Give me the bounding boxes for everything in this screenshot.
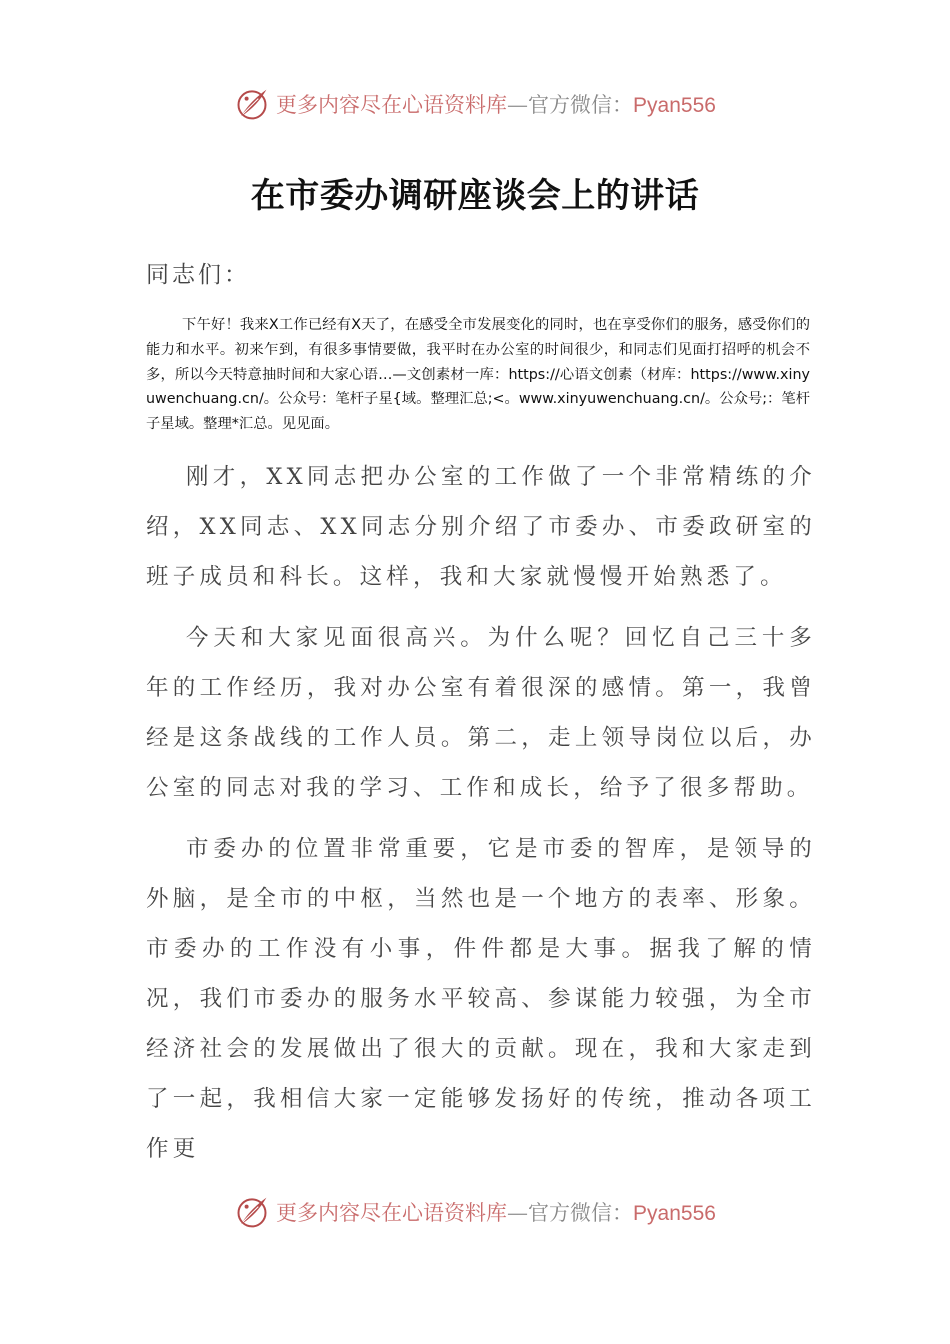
watermark-separator: — — [507, 1201, 529, 1225]
watermark-brand-text: 更多内容尽在心语资料库 — [276, 1201, 508, 1225]
footer-watermark — [0, 1192, 950, 1232]
watermark-separator: — — [507, 93, 529, 117]
greeting: 同志们： — [146, 262, 250, 288]
watermark-content — [234, 86, 716, 122]
body-paragraph-2: 今天和大家见面很高兴。为什么呢？回忆自己三十多年的工作经历，我对办公室有着很深的感情。第一，我曾经是这条战线的工作人员。第二，走上领导岗位以后，办公室的同志对我的学习、工作和成长，给予了很多帮助。 — [146, 625, 816, 801]
watermark-content — [234, 1194, 716, 1230]
quill-pen-logo-icon — [234, 1194, 270, 1230]
watermark-official-label: 官方微信： — [528, 1201, 634, 1225]
document-title: 在市委办调研座谈会上的讲话 — [250, 176, 700, 216]
watermark-official-label: 官方微信： — [528, 93, 634, 117]
body-paragraph-3: 市委办的位置非常重要，它是市委的智库，是领导的外脑，是全市的中枢，当然也是一个地方的表率、形象。市委办的工作没有小事，件件都是大事。据我了解的情况，我们市委办的服务水平较高、参谋能力较强，为全市经济社会的发展做出了很大的贡献。现在，我和大家走到了一起，我相信大家一定能够发扬好的传统，推动各项工作更 — [146, 836, 816, 1162]
header-watermark — [0, 84, 950, 124]
watermark-wechat-id: Pyan556 — [633, 94, 716, 117]
watermark-brand-text: 更多内容尽在心语资料库 — [276, 93, 508, 117]
body-paragraph-1: 刚才，XX同志把办公室的工作做了一个非常精练的介绍，XX同志、XX同志分别介绍了市委办、市委政研室的班子成员和科长。这样，我和大家就慢慢开始熟悉了。 — [146, 464, 816, 590]
quill-pen-logo-icon — [234, 86, 270, 122]
watermark-wechat-id: Pyan556 — [633, 1202, 716, 1225]
intro-paragraph: 下午好！我来X工作已经有X天了，在感受全市发展变化的同时，也在享受你们的服务，感受你们的能力和水平。初来乍到，有很多事情要做，我平时在办公室的时间很少，和同志们见面打招呼的机会不多，所以今天特意抽时间和大家心语…—文创素材一库：https://心语文创素（材库：https://www.xinyuwenchuang.cn/。公众号：笔杆子星{域。整理汇总;<。www.xinyuwenchuang.cn/。公众号;：笔杆子星域。整理*汇总。见见面。 — [146, 317, 810, 433]
